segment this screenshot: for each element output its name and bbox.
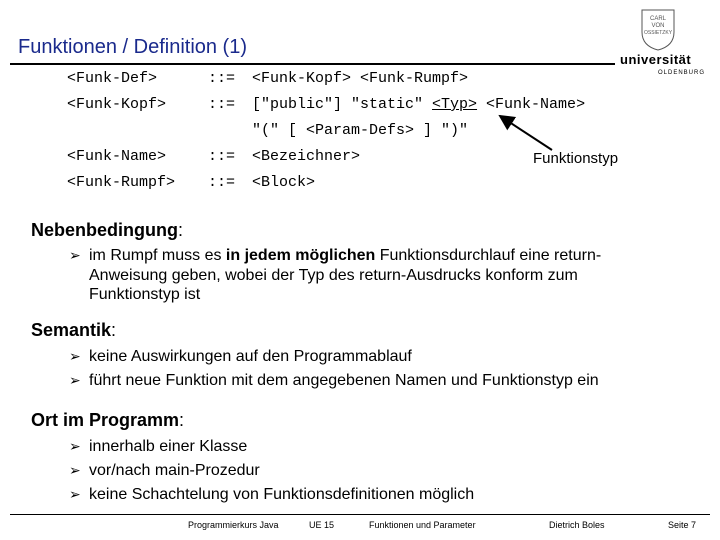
list-item-continuation: Anweisung geben, wobei der Typ des return-Ausdrucks konform zum <box>89 267 578 284</box>
bullet-text: vor/nach main-Prozedur <box>89 462 260 479</box>
arrow-bullet-icon: ➢ <box>69 247 81 263</box>
grammar-rhs-4: <Bezeichner> <box>252 148 361 165</box>
logo-city: OLDENBURG <box>658 70 706 76</box>
arrow-bullet-icon: ➢ <box>69 462 81 478</box>
title-divider <box>10 63 615 65</box>
grammar-rhs-2-post: <Funk-Name> <box>477 96 586 113</box>
bullet-text: führt neue Funktion mit dem angegebenen Namen und Funktionstyp ein <box>89 372 599 389</box>
grammar-op-2: ::= <box>208 96 236 113</box>
bullet-bold: in jedem möglichen <box>225 247 376 264</box>
heading-text: Semantik <box>31 320 112 340</box>
grammar-op-5: ::= <box>208 174 236 191</box>
grammar-rhs-2-pre: ["public"] "static" <box>252 96 433 113</box>
grammar-op-4: ::= <box>208 148 236 165</box>
footer-course: Programmierkurs Java <box>188 520 279 530</box>
university-logo <box>610 8 710 76</box>
grammar-lhs-2: <Funk-Kopf> <box>67 96 167 113</box>
bullet-text: keine Schachtelung von Funktionsdefinitionen möglich <box>89 486 475 503</box>
logo-wordmark: universität <box>620 52 692 67</box>
bullet-text: innerhalb einer Klasse <box>89 438 248 455</box>
heading-semantik: Semantik: <box>31 320 117 340</box>
heading-ort-im-programm: Ort im Programm: <box>31 410 185 430</box>
svg-text:CARL: CARL <box>649 16 667 22</box>
svg-text:OSSIETZKY: OSSIETZKY <box>643 30 673 36</box>
arrow-bullet-icon: ➢ <box>69 372 81 388</box>
arrow-bullet-icon: ➢ <box>69 348 81 364</box>
grammar-rhs-5: <Block> <box>252 174 316 191</box>
heading-nebenbedingung: Nebenbedingung: <box>31 220 184 240</box>
bullet-text: im Rumpf muss es <box>89 247 226 264</box>
footer-topic: Funktionen und Parameter <box>369 520 476 530</box>
list-item-continuation: Funktionstyp ist <box>89 286 201 303</box>
grammar-lhs-1: <Funk-Def> <box>67 70 158 87</box>
footer-page-number: Seite 7 <box>668 520 697 530</box>
grammar-rhs-1: <Funk-Kopf> <Funk-Rumpf> <box>252 70 469 87</box>
grammar-typ: <Typ> <box>432 96 478 113</box>
footer-divider <box>10 514 710 515</box>
heading-text: Nebenbedingung <box>31 220 178 240</box>
crest-icon <box>638 8 678 52</box>
bullet-text: keine Auswirkungen auf den Programmablauf <box>89 348 412 365</box>
arrow-bullet-icon: ➢ <box>69 438 81 454</box>
page-title: Funktionen / Definition (1) <box>18 36 248 58</box>
funktionstyp-annotation: Funktionstyp <box>533 150 619 167</box>
grammar-op-1: ::= <box>208 70 236 87</box>
heading-text: Ort im Programm <box>31 410 180 430</box>
grammar-lhs-4: <Funk-Name> <box>67 148 167 165</box>
bullet-text: Funktionsdurchlauf eine return- <box>375 247 602 264</box>
grammar-rhs-3: "(" [ <Param-Defs> ] ")" <box>252 122 469 139</box>
footer-unit: UE 15 <box>309 520 335 530</box>
footer-author: Dietrich Boles <box>549 520 605 530</box>
grammar-lhs-5: <Funk-Rumpf> <box>67 174 176 191</box>
svg-text:VON: VON <box>651 23 665 29</box>
arrow-bullet-icon: ➢ <box>69 486 81 502</box>
